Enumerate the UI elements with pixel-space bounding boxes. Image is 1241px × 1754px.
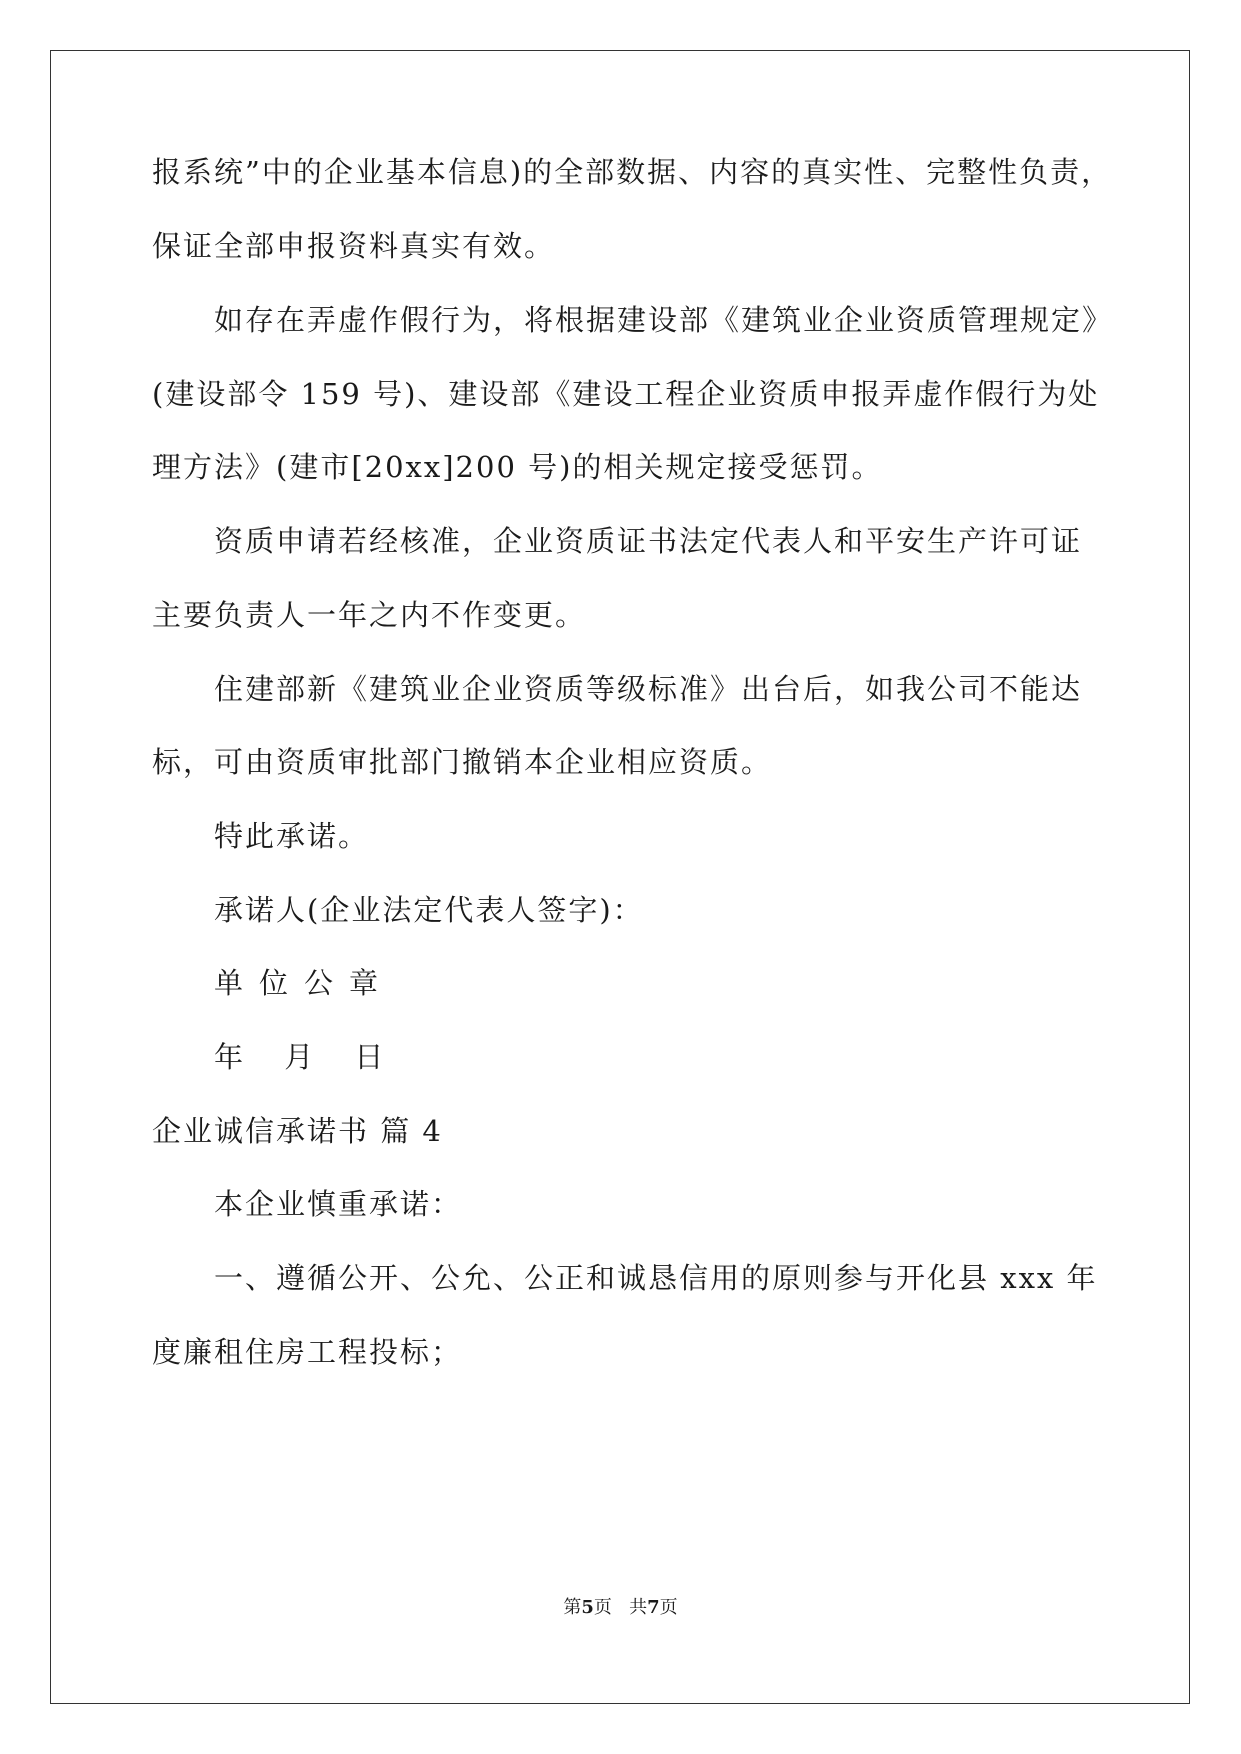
footer-prefix: 第: [563, 1597, 582, 1618]
paragraph-line: 主要负责人一年之内不作变更。: [152, 598, 587, 632]
paragraph-line: 本企业慎重承诺：: [214, 1187, 463, 1221]
paragraph-line: 一、遵循公开、公允、公正和诚恳信用的原则参与开化县 xxx 年: [214, 1261, 1098, 1295]
paragraph-line: 特此承诺。: [214, 819, 370, 853]
paragraph-line: 理方法》(建市[20xx]200 号)的相关规定接受惩罚。: [152, 450, 883, 484]
seal-line: 单位公章: [214, 966, 395, 1000]
date-line: 年 月 日: [214, 1040, 400, 1074]
paragraph-line: 报系统”中的企业基本信息)的全部数据、内容的真实性、完整性负责，: [152, 155, 1113, 189]
paragraph-line: 如存在弄虚作假行为，将根据建设部《建筑业企业资质管理规定》: [214, 303, 1114, 337]
paragraph-line: 度廉租住房工程投标；: [152, 1335, 463, 1369]
current-page-number: 5: [581, 1597, 594, 1618]
footer-middle: 页 共: [593, 1597, 648, 1618]
page-footer: [0, 1596, 1241, 1620]
footer-end: 页: [659, 1597, 678, 1618]
paragraph-line: 资质申请若经核准，企业资质证书法定代表人和平安生产许可证: [214, 524, 1083, 558]
paragraph-line: 住建部新《建筑业企业资质等级标准》出台后，如我公司不能达: [214, 672, 1083, 706]
page-border: [50, 50, 1190, 1704]
signature-line: 承诺人(企业法定代表人签字)：: [214, 893, 644, 927]
total-page-number: 7: [647, 1597, 660, 1618]
section-heading: 企业诚信承诺书 篇 4: [152, 1114, 443, 1148]
paragraph-line: 标，可由资质审批部门撤销本企业相应资质。: [152, 745, 773, 779]
paragraph-line: 保证全部申报资料真实有效。: [152, 229, 556, 263]
paragraph-line: (建设部令 159 号)、建设部《建设工程企业资质申报弄虚作假行为处: [152, 377, 1100, 411]
